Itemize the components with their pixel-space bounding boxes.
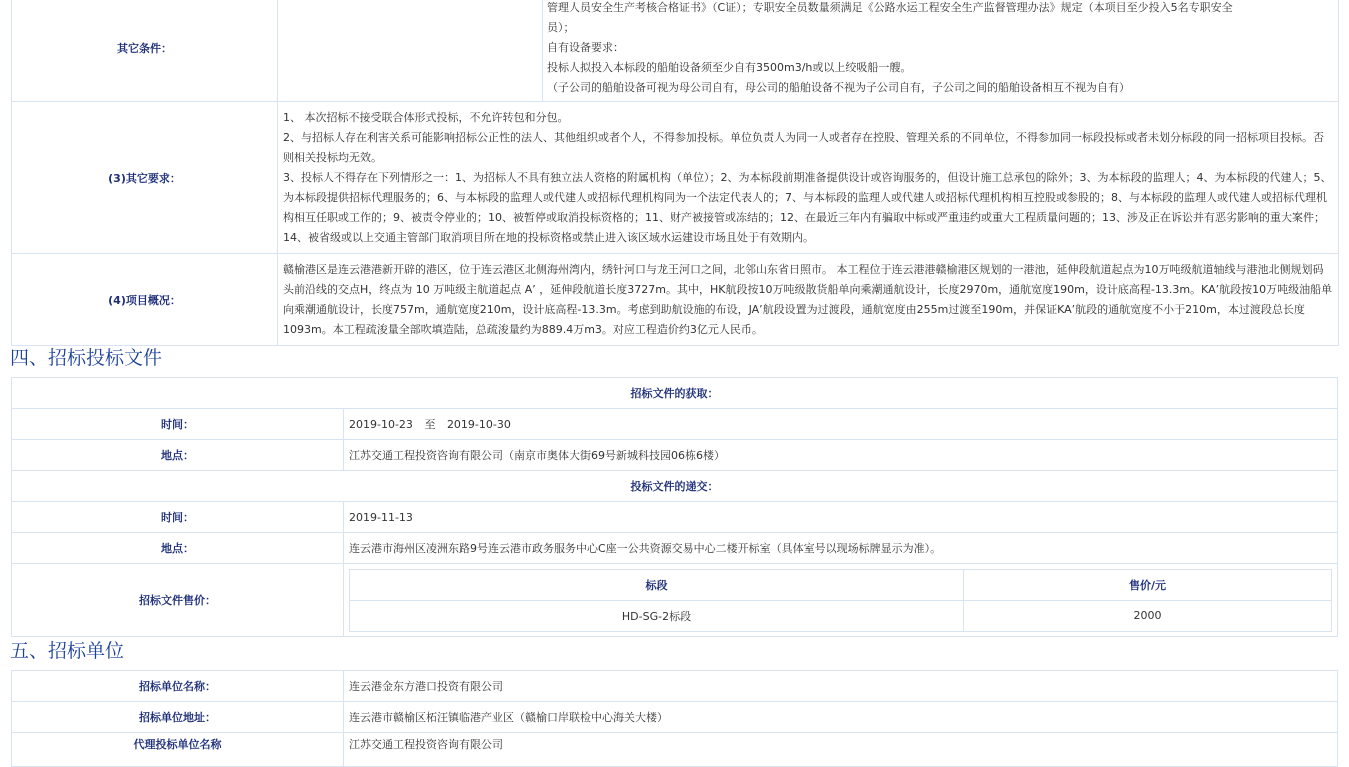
other-conditions-line: 员）；	[547, 21, 575, 34]
tenderer-name-row	[12, 671, 1338, 702]
acquire-place-row	[12, 440, 1338, 471]
project-overview-value-cell	[278, 254, 1339, 346]
submit-header-row	[12, 471, 1338, 502]
other-conditions-label-cell	[12, 0, 278, 102]
tenderer-table	[11, 670, 1338, 767]
price-col-section-header: 标段	[350, 569, 964, 600]
price-label: 招标文件售价：	[12, 564, 344, 637]
other-requirements-label: (3)其它要求：	[108, 171, 181, 185]
other-requirements-para: 1、 本次招标不接受联合体形式投标，不允许转包和分包。	[283, 110, 569, 124]
agent-name-value: 江苏交通工程投资咨询有限公司	[344, 733, 1338, 767]
acquire-time-end: 2019-10-30	[446, 418, 511, 431]
project-overview-label-cell	[12, 254, 278, 346]
acquire-time-start: 2019-10-23	[349, 418, 413, 431]
other-requirements-row	[12, 102, 1339, 254]
price-row	[12, 564, 1338, 637]
price-table-cell	[344, 564, 1338, 637]
tender-documents-table	[11, 377, 1338, 637]
tenderer-name-value: 连云港金东方港口投资有限公司	[344, 671, 1338, 702]
other-conditions-label: 其它条件：	[117, 42, 172, 55]
acquire-header-row	[12, 378, 1338, 409]
other-conditions-blank-cell	[278, 0, 543, 102]
acquire-time-value	[344, 409, 1338, 440]
acquire-time-row	[12, 409, 1338, 440]
project-overview-row	[12, 254, 1339, 346]
price-row-section: HD-SG-2标段	[350, 600, 964, 631]
other-requirements-label-cell	[12, 102, 278, 254]
other-conditions-row	[12, 0, 1339, 102]
submit-place-value: 连云港市海州区凌洲东路9号连云港市政务服务中心C座一公共资源交易中心二楼开标室（具体室号以现场标牌显示为准）。	[344, 533, 1338, 564]
other-requirements-value-cell	[278, 102, 1339, 254]
submit-time-row	[12, 502, 1338, 533]
tenderer-address-value: 连云港市赣榆区柘汪镇临港产业区（赣榆口岸联检中心海关大楼）	[344, 702, 1338, 733]
submit-header: 投标文件的递交：	[12, 471, 1338, 502]
tenderer-address-label: 招标单位地址：	[12, 702, 344, 733]
tenderer-name-label: 招标单位名称：	[12, 671, 344, 702]
acquire-place-label: 地点：	[12, 440, 344, 471]
acquire-place-value: 江苏交通工程投资咨询有限公司（南京市奥体大街69号新城科技园06栋6楼）	[344, 440, 1338, 471]
submit-place-row	[12, 533, 1338, 564]
other-conditions-line: （子公司的船舶设备可视为母公司自有，母公司的船舶设备不视为子公司自有，子公司之间的船舶设备相互不视为自有）	[547, 81, 1130, 94]
other-requirements-para: 3、投标人不得存在下列情形之一：1、为招标人不具有独立法人资格的附属机构（单位）；2、为本标段前期准备提供设计或咨询服务的，但设计施工总承包的除外；3、为本标段的监理人；4、为本标段的代建人；5、为本标段提供招标代理服务的；6、与本标段的监理人或代建人或招标代理机构同为一个法定代表人的；7、与本标段的监理人或代建人或招标代理机构相互控股或参股的；8、与本标段的监理人或代建人或招标代理机构相互任职或工作的；9、被责令停业的；10、被暂停或取消投标资格的；11、财产被接管或冻结的；12、在最近三年内有骗取中标或严重违约或重大工程质量问题的；13、涉及正在诉讼并有恶劣影响的重大案件；14、被省级或以上交通主管部门取消项目所在地的投标资格或禁止进入该区域水运建设市场且处于有效期内。	[283, 170, 1332, 244]
other-conditions-value-cell	[543, 0, 1339, 102]
acquire-time-label: 时间：	[12, 409, 344, 440]
other-conditions-line: 自有设备要求：	[547, 41, 624, 54]
project-overview-text: 赣榆港区是连云港港新开辟的港区，位于连云港区北侧海州湾内，绣针河口与龙王河口之间，北邻山东省日照市。 本工程位于连云港港赣榆港区规划的一港池，延伸段航道起点为10万吨级航道轴线与港池北侧规划码头前沿线的交点H，终点为 10 万吨级主航道起点 A’ ，延伸段航道长度3727m。其中，HK航段按10万吨级散货船单向乘潮通航设计，长度2970m，通航宽度190m，设计底高程-13.3m。KA’航段按10万吨级油船单向乘潮通航设计，长度757m，通航宽度210m，设计底高程-13.3m。考虑到助航设施的布设，JA’航段设置为过渡段，通航宽度由255m过渡至190m，并保证KA’航段的通航宽度不小于210m，本过渡段总长度1093m。本工程疏浚量全部吹填造陆，总疏浚量约为889.4万m3。对应工程造价约3亿元人民币。	[283, 262, 1333, 336]
price-row-price: 2000	[964, 600, 1332, 631]
other-conditions-line: 管理人员安全生产考核合格证书》（C证）；专职安全员数量须满足《公路水运工程安全生产监督管理办法》规定（本项目至少投入5名专职安全	[547, 1, 1233, 14]
acquire-time-separator: 至	[424, 418, 436, 431]
price-table-header-row	[350, 569, 1332, 600]
submit-time-label: 时间：	[12, 502, 344, 533]
agent-name-label: 代理投标单位名称	[12, 733, 344, 767]
submit-time-value: 2019-11-13	[344, 502, 1338, 533]
price-col-price-header: 售价/元	[964, 569, 1332, 600]
price-table-row	[350, 600, 1332, 631]
section-5-title: 五、招标单位	[10, 640, 125, 662]
tenderer-address-row	[12, 702, 1338, 733]
other-requirements-para: 2、与招标人存在利害关系可能影响招标公正性的法人、其他组织或者个人，不得参加投标。单位负责人为同一人或者存在控股、管理关系的不同单位，不得参加同一标段投标或者未划分标段的同一招标项目投标。否则相关投标均无效。	[283, 130, 1324, 164]
section-4-title: 四、招标投标文件	[10, 347, 163, 369]
submit-place-label: 地点：	[12, 533, 344, 564]
acquire-header: 招标文件的获取：	[12, 378, 1338, 409]
price-table	[349, 569, 1332, 632]
agent-name-row	[12, 733, 1338, 767]
other-conditions-line: 投标人拟投入本标段的船舶设备须至少自有3500m3/h或以上绞吸船一艘。	[547, 61, 912, 74]
requirements-table	[11, 0, 1339, 346]
project-overview-label: (4)项目概况：	[108, 293, 181, 307]
